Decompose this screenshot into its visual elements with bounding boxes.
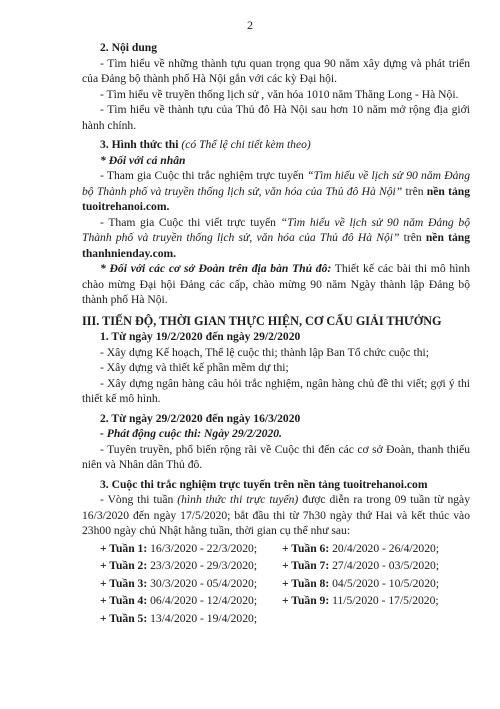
- phase-2-title: 2. Từ ngày 29/2/2020 đến ngày 16/3/2020: [100, 411, 301, 425]
- union-paragraph: [82, 261, 470, 308]
- week-entry: [282, 576, 482, 592]
- section-3-title: 3. Hình thức thi: [100, 138, 179, 151]
- platform-name: nền tảng thanhnienday.com.: [82, 231, 470, 260]
- union-heading: * Đối với các cơ sở Đoàn trên địa bàn Thủ đô:: [100, 262, 332, 275]
- week-label: + Tuần 1:: [100, 541, 148, 555]
- section-3-note: (có Thể lệ chi tiết kèm theo): [181, 138, 311, 151]
- item-text: trên: [402, 184, 427, 198]
- week-schedule: [82, 541, 470, 627]
- week-dates: 04/5/2020 - 10/5/2020;: [329, 576, 440, 590]
- content-item: - Tìm hiểu về thành tựu của Thủ đô Hà Nội sau hơn 10 năm mở rộng địa giới hành chính.: [82, 103, 470, 132]
- item-text: được diễn ra trong 09 tuần từ ngày 16/3/2020 đến ngày 17/5/2020; bắt đầu thi từ 7h30 ngày thứ Hai và kết thúc vào 23h00 ngày chủ Nhật hằng tuần, thời gian cụ thể như sau:: [82, 493, 470, 537]
- week-entry: [100, 576, 282, 592]
- section-III-title: III. TIẾN ĐỘ, THỜI GIAN THỰC HIỆN, CƠ CẤU GIẢI THƯỞNG: [82, 313, 442, 328]
- item-text: trên: [399, 231, 426, 244]
- week-label: + Tuần 2:: [100, 559, 148, 572]
- week-entry: [282, 541, 482, 557]
- italic-note: (hình thức thi trực tuyến): [177, 493, 299, 506]
- week-dates: 11/5/2020 - 17/5/2020;: [329, 594, 439, 607]
- individual-item-2: [82, 215, 470, 262]
- week-label: + Tuần 8:: [282, 576, 330, 590]
- week-dates: 20/4/2020 - 26/4/2020;: [329, 541, 440, 555]
- week-label: + Tuần 9:: [282, 594, 330, 607]
- contest-title: “Tìm hiểu về lịch sử 90 năm Đảng bộ Thành phố và truyền thống lịch sử, văn hóa của Thủ đô Hà Nội”: [82, 215, 470, 244]
- week-label: + Tuần 7:: [282, 559, 330, 572]
- week-label: + Tuần 3:: [100, 576, 148, 590]
- platform-name: nền tảng tuoitrehanoi.com.: [82, 184, 470, 213]
- phase-3-title: 3. Cuộc thi trắc nghiệm trực tuyến trên nền tảng tuoitrehanoi.com: [100, 477, 428, 491]
- page-number: 2: [247, 18, 253, 32]
- section-2-title: 2. Nội dung: [100, 41, 158, 54]
- week-dates: 30/3/2020 - 05/4/2020;: [147, 576, 258, 590]
- phase-1-item: - Xây dựng Kế hoạch, Thể lệ cuộc thi; thành lập Ban Tổ chức cuộc thi;: [100, 345, 429, 359]
- week-entry: [100, 558, 282, 574]
- week-entry: [282, 558, 482, 574]
- section-3-heading: [82, 137, 470, 153]
- item-text: - Tham gia Cuộc thi viết trực tuyến: [100, 215, 281, 229]
- phase-2-item: - Tuyên truyền, phổ biến rộng rãi về Cuộc thi đến các cơ sở Đoàn, thanh thiếu niên và Nhân dân Thủ đô.: [82, 442, 470, 471]
- week-label: + Tuần 5:: [100, 611, 148, 625]
- content-item: - Tìm hiểu về truyền thống lịch sử , văn hóa 1010 năm Thăng Long - Hà Nội.: [100, 87, 459, 101]
- union-text: Thiết kế các bài thi mô hình chào mừng Đại hội Đảng các cấp, chào mừng 90 năm Ngày thành lập Đảng bộ thành phố Hà Nội.: [82, 262, 470, 306]
- week-entry: [282, 593, 482, 609]
- individual-item-1: [82, 168, 470, 215]
- phase-3-text: [82, 492, 470, 539]
- content-item: - Tìm hiểu về những thành tựu quan trọng qua 90 năm xây dựng và phát triển của Đảng bộ thành phố Hà Nội gắn với các kỳ Đại hội.: [82, 56, 470, 85]
- item-text: - Tham gia Cuộc thi trắc nghiệm trực tuyến: [100, 169, 308, 182]
- week-entry: [100, 611, 282, 627]
- item-text: - Vòng thi tuần: [100, 493, 178, 506]
- document-body: [82, 40, 470, 626]
- week-dates: 23/3/2020 - 29/3/2020;: [147, 559, 258, 572]
- week-dates: 06/4/2020 - 12/4/2020;: [147, 594, 258, 607]
- individual-heading: * Đối với cá nhân: [100, 153, 186, 167]
- phase-1-title: 1. Từ ngày 19/2/2020 đến ngày 29/2/2020: [100, 330, 301, 343]
- phase-2-launch: - Phát động cuộc thi: Ngày 29/2/2020.: [100, 427, 282, 440]
- week-dates: 13/4/2020 - 19/4/2020;: [147, 611, 258, 625]
- week-label: + Tuần 4:: [100, 594, 148, 607]
- week-dates: 27/4/2020 - 03/5/2020;: [329, 559, 440, 572]
- week-entry: [100, 593, 282, 609]
- contest-title: “Tìm hiểu về lịch sử 90 năm Đảng bộ Thành phố và truyền thống lịch sử, văn hóa của Thủ đô Hà Nội”: [82, 169, 471, 198]
- week-dates: 16/3/2020 - 22/3/2020;: [147, 541, 258, 555]
- phase-1-item: - Xây dựng ngân hàng câu hỏi trắc nghiệm, ngân hàng chủ đề thi viết; gợi ý thi thiết kế mô hình.: [82, 376, 470, 405]
- phase-1-item: - Xây dựng và thiết kế phần mềm dự thi;: [100, 361, 289, 374]
- week-entry: [100, 541, 282, 557]
- week-label: + Tuần 6:: [282, 541, 330, 555]
